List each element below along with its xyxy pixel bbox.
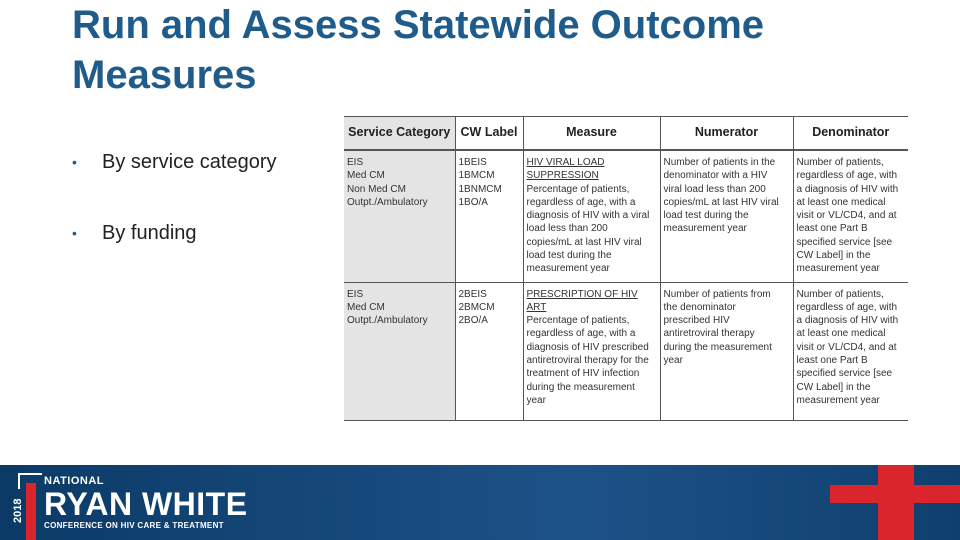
bullet-list — [72, 148, 277, 247]
cell-line: CW Label] in the — [796, 250, 871, 262]
cell-line: regardless of age, with — [796, 301, 898, 313]
bullet-text: By service category — [102, 151, 277, 173]
cell-line: CW Label] in the — [796, 381, 871, 393]
cell-line: at least one medical — [796, 328, 886, 340]
cell-line: year — [663, 354, 683, 366]
cell-line: Number of patients in the — [663, 157, 776, 168]
cell-line: regardless of age, with a — [526, 328, 636, 340]
cell-line: measurement year — [526, 263, 610, 275]
cell-line: visit or VL/CD4, and at — [796, 210, 897, 222]
cell-service-category — [344, 150, 455, 282]
cell-line: Med CM — [347, 170, 385, 182]
cell-line: Non Med CM — [347, 183, 406, 195]
bullet-dot-icon: • — [72, 225, 77, 241]
cell-line: Outpt./Ambulatory — [347, 315, 428, 327]
cell-line: load test during the — [526, 250, 612, 262]
footer-national-label: NATIONAL — [44, 475, 105, 487]
footer-year: 2018 — [12, 498, 24, 523]
cell-line: 2BMCM — [458, 301, 495, 313]
cell-line: least one Part B — [796, 354, 868, 366]
header-service-category: Service Category — [344, 117, 455, 151]
cell-line: measurement year — [663, 223, 747, 235]
cell-line: year — [526, 394, 546, 406]
cell-line: 1BO/A — [458, 196, 488, 208]
bullet-item — [72, 219, 277, 247]
cell-numerator — [660, 150, 793, 282]
table-header-row — [344, 117, 908, 151]
cell-line: least one Part B — [796, 223, 868, 235]
cell-service-category — [344, 282, 455, 420]
cell-line: 1BMCM — [458, 170, 495, 182]
measure-title-line: HIV VIRAL LOAD — [526, 157, 605, 168]
cell-line: Percentage of patients, — [526, 183, 630, 195]
cell-line: regardless of age, with a — [526, 196, 636, 208]
cell-line: regardless of age, with — [796, 170, 898, 182]
cell-line: copies/mL at last HIV viral — [663, 196, 779, 208]
cell-line: Number of patients, — [796, 157, 884, 168]
cell-line: measurement year — [796, 394, 880, 406]
cell-line: the denominator — [663, 301, 736, 313]
table-row — [344, 150, 908, 282]
measure-title-line: SUPPRESSION — [526, 170, 599, 182]
cell-line: visit or VL/CD4, and at — [796, 341, 897, 353]
bullet-item — [72, 148, 277, 176]
cell-line: a diagnosis of HIV with — [796, 183, 899, 195]
cell-line: prescribed HIV — [663, 315, 730, 327]
cell-measure — [523, 150, 660, 282]
cell-line: load test during the — [663, 210, 749, 222]
footer-conference-subtitle: CONFERENCE ON HIV CARE & TREATMENT — [44, 521, 224, 530]
red-cross-decoration — [830, 485, 960, 503]
cell-line: a diagnosis of HIV with — [796, 315, 899, 327]
cell-line: Number of patients from — [663, 288, 771, 300]
table-row — [344, 282, 908, 420]
cell-line: specified service [see — [796, 236, 893, 248]
cell-line: viral load less than 200 — [663, 183, 766, 195]
cell-line: Outpt./Ambulatory — [347, 196, 428, 208]
cell-line: 1BNMCM — [458, 183, 502, 195]
header-denominator: Denominator — [793, 117, 908, 151]
logo-red-bar — [26, 483, 36, 540]
conference-footer-banner — [0, 465, 960, 540]
measure-title-line: PRESCRIPTION OF HIV — [526, 288, 638, 300]
measure-title-line: ART — [526, 301, 547, 313]
cell-line: diagnosis of HIV with a viral — [526, 210, 650, 222]
cell-line: antiretroviral therapy for the — [526, 354, 649, 366]
cell-line: measurement year — [796, 263, 880, 275]
bullet-dot-icon: • — [72, 154, 77, 170]
bullet-text: By funding — [102, 222, 197, 244]
cell-line: treatment of HIV infection — [526, 368, 640, 380]
cell-line: 2BEIS — [458, 288, 487, 300]
cell-line: 2BO/A — [458, 315, 488, 327]
cell-line: 1BEIS — [458, 157, 487, 168]
cell-line: load less than 200 — [526, 223, 608, 235]
cell-line: diagnosis of HIV prescribed — [526, 341, 649, 353]
header-numerator: Numerator — [660, 117, 793, 151]
cell-numerator — [660, 282, 793, 420]
outcome-measures-table — [344, 116, 908, 421]
cell-cw-label — [455, 282, 523, 420]
cell-line: Med CM — [347, 301, 385, 313]
cell-line: at least one medical — [796, 196, 886, 208]
cell-cw-label — [455, 150, 523, 282]
header-cw-label: CW Label — [455, 117, 523, 151]
cell-line: Number of patients, — [796, 288, 884, 300]
cell-line: EIS — [347, 288, 364, 300]
footer-brand-logo: RYAN WHITE — [44, 486, 248, 522]
slide-title: Run and Assess Statewide Outcome Measures — [72, 3, 765, 97]
cell-line: EIS — [347, 157, 364, 168]
cell-line: antiretroviral therapy — [663, 328, 755, 340]
cell-line: during the measurement — [663, 341, 772, 353]
header-measure: Measure — [523, 117, 660, 151]
cell-denominator — [793, 282, 908, 420]
cell-denominator — [793, 150, 908, 282]
cell-line: during the measurement — [526, 381, 635, 393]
cell-line: Percentage of patients, — [526, 315, 630, 327]
cell-line: denominator with a HIV — [663, 170, 768, 182]
cell-line: copies/mL at last HIV viral — [526, 236, 642, 248]
cell-measure — [523, 282, 660, 420]
cell-line: specified service [see — [796, 368, 893, 380]
